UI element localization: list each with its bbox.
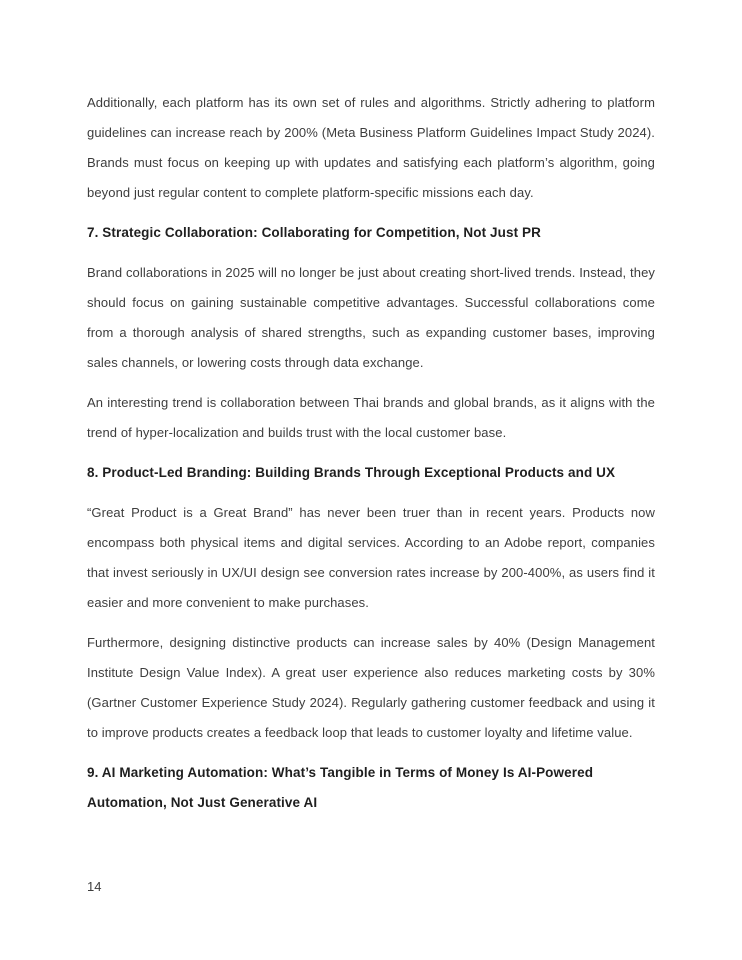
page-content <box>87 88 655 828</box>
paragraph-great-product-great-brand: “Great Product is a Great Brand” has never been truer than in recent years. Products now encompass both physical items and digital services. According to an Adobe report, companies that invest seriously in UX/UI design see conversion rates increase by 200-400%, as users find it easier and more convenient to make purchases. <box>87 505 655 610</box>
section-heading-9-ai-marketing-automation: 9. AI Marketing Automation: What’s Tangible in Terms of Money Is AI-Powered Automation, Not Just Generative AI <box>87 765 594 810</box>
section-heading-8-product-led-branding: 8. Product-Led Branding: Building Brands Through Exceptional Products and UX <box>87 465 616 480</box>
paragraph-distinctive-products: Furthermore, designing distinctive products can increase sales by 40% (Design Management Institute Design Value Index). A great user experience also reduces marketing costs by 30% (Gartner Customer Experience Study 2024). Regularly gathering customer feedback and using it to improve products creates a feedback loop that leads to customer loyalty and lifetime value. <box>87 635 655 740</box>
paragraph-brand-collaborations: Brand collaborations in 2025 will no longer be just about creating short-lived trends. Instead, they should focus on gaining sustainable competitive advantages. Successful collaborations come from a thorough analysis of shared strengths, such as expanding customer bases, improving sales channels, or lowering costs through data exchange. <box>87 265 655 370</box>
section-heading-7-strategic-collaboration: 7. Strategic Collaboration: Collaborating for Competition, Not Just PR <box>87 225 542 240</box>
paragraph-thai-global-brands: An interesting trend is collaboration between Thai brands and global brands, as it aligns with the trend of hyper-localization and builds trust with the local customer base. <box>87 395 655 440</box>
paragraph-platform-rules: Additionally, each platform has its own set of rules and algorithms. Strictly adhering to platform guidelines can increase reach by 200% (Meta Business Platform Guidelines Impact Study 2024). Brands must focus on keeping up with updates and satisfying each platform’s algorithm, going beyond just regular content to complete platform-specific missions each day. <box>87 95 655 200</box>
page-number: 14 <box>87 879 102 894</box>
